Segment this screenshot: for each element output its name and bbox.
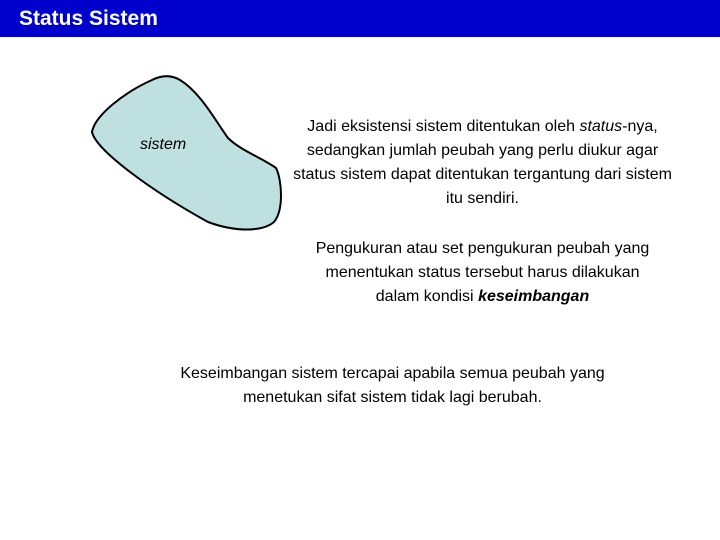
blob-label: sistem bbox=[140, 136, 187, 153]
paragraph-existence-part1: Jadi eksistensi sistem ditentukan oleh bbox=[307, 118, 580, 135]
paragraph-measurement bbox=[310, 237, 655, 309]
paragraph-existence-part2: -nya, sedangkan jumlah peubah yang perlu diukur agar status sistem dapat ditentukan tergantung dari sistem itu sendiri. bbox=[293, 118, 672, 207]
paragraph-equilibrium: Keseimbangan sistem tercapai apabila semua peubah yang menetukan sifat sistem tidak lagi berubah. bbox=[180, 365, 605, 406]
paragraph-existence-italic: status bbox=[579, 118, 623, 135]
paragraph-measurement-emphasis: keseimbangan bbox=[478, 288, 590, 305]
system-blob-shape bbox=[92, 76, 281, 229]
paragraph-measurement-part1: Pengukuran atau set pengukuran peubah yang menentukan status tersebut harus dilakukan dalam kondisi bbox=[315, 240, 650, 305]
paragraph-existence bbox=[290, 115, 675, 211]
slide-title: Status Sistem bbox=[19, 7, 158, 30]
